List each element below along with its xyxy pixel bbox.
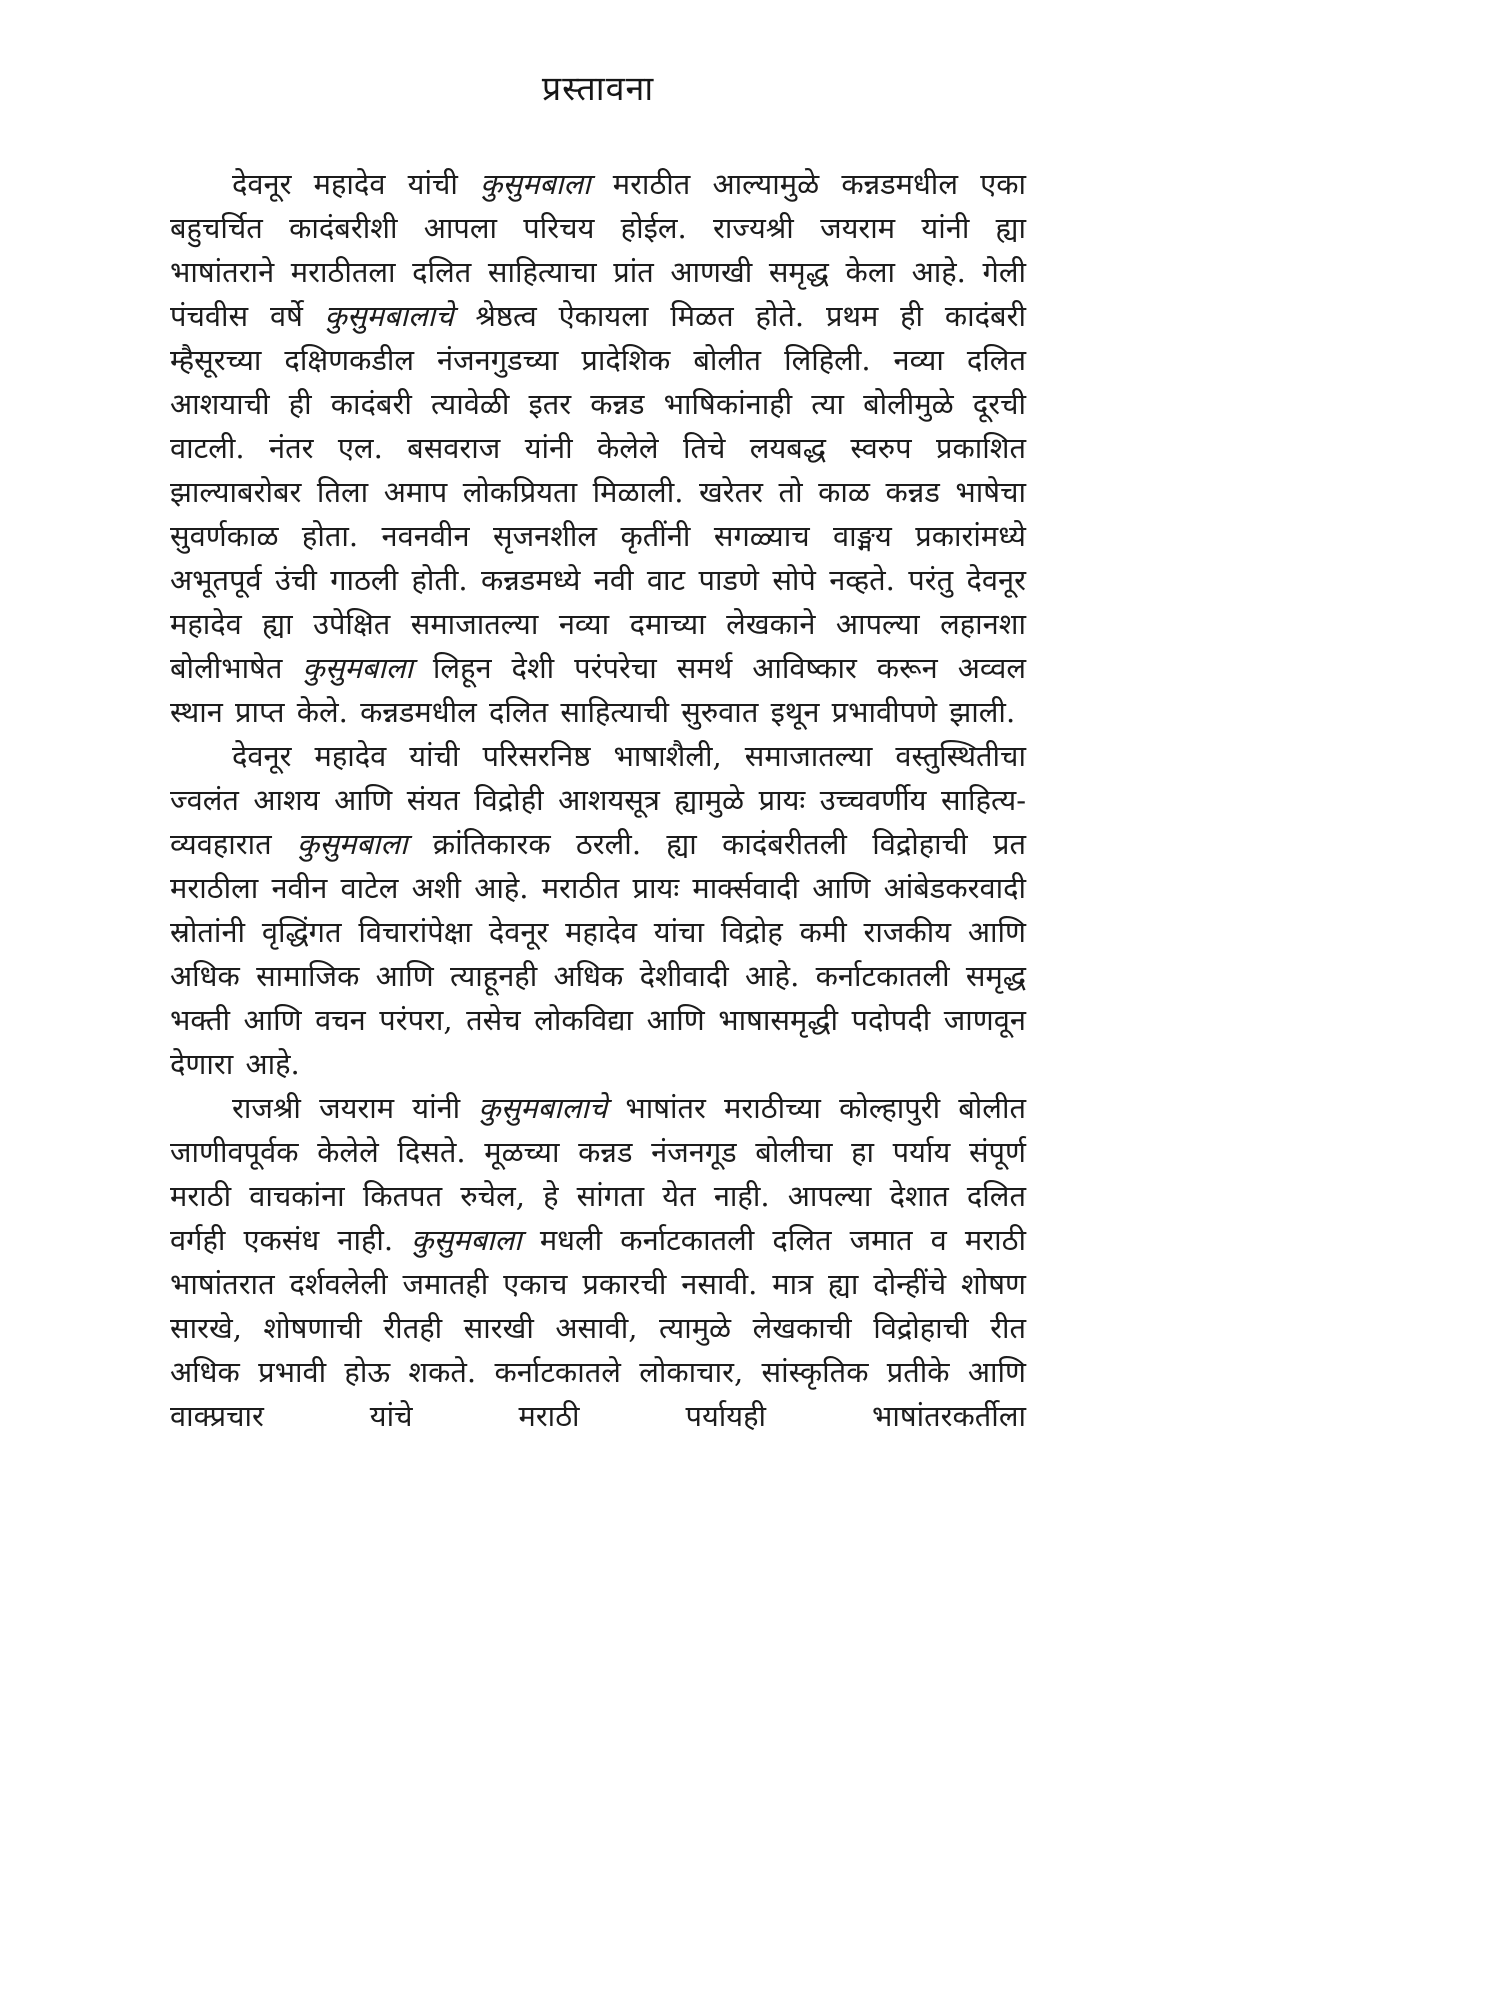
paragraph-3 <box>170 1086 1026 1438</box>
novel-title-italic: कुसुमबाला <box>302 651 413 685</box>
novel-title-italic: कुसुमबालाचे <box>324 299 454 333</box>
text-run: राजश्री जयराम यांनी <box>232 1091 479 1125</box>
text-run: मधली कर्नाटकातली दलित जमात व मराठी भाषांतरात दर्शवलेली जमातही एकाच प्रकारची नसावी. मात्र ह्या दोन्हींचे शोषण सारखे, शोषणाची रीतही सारखी असावी, त्यामुळे लेखकाची विद्रोहाची रीत अधिक प्रभावी होऊ शकते. कर्नाटकातले लोकाचार, सांस्कृतिक प्रतीके आणि वाक्प्रचार यांचे मराठी पर्यायही भाषांतरकर्तीला <box>170 1223 1027 1433</box>
novel-title-italic: कुसुमबाला <box>297 827 408 861</box>
text-run: मराठीत आल्यामुळे कन्नडमधील एका बहुचर्चित कादंबरीशी आपला परिचय होईल. राज्यश्री जयराम यांनी ह्या भाषांतराने मराठीतला दलित साहित्याचा प्रांत आणखी समृद्ध केला आहे. गेली पंचवीस वर्षे <box>170 167 1026 333</box>
paragraph-2 <box>170 734 1026 1086</box>
novel-title-italic: कुसुमबालाचे <box>478 1091 608 1125</box>
novel-title-italic: कुसुमबाला <box>411 1223 522 1257</box>
text-column <box>170 64 1026 1438</box>
text-run: देवनूर महादेव यांची <box>232 167 481 201</box>
page-title: प्रस्तावना <box>541 69 655 109</box>
text-run: लिहून देशी परंपरेचा समर्थ आविष्कार करून अव्वल स्थान प्राप्त केले. कन्नडमधील दलित साहित्याची सुरुवात इथून प्रभावीपणे झाली. <box>170 651 1026 729</box>
text-run: क्रांतिकारक ठरली. ह्या कादंबरीतली विद्रोहाची प्रत मराठीला नवीन वाटेल अशी आहे. मराठीत प्रायः मार्क्सवादी आणि आंबेडकरवादी स्रोतांनी वृद्धिंगत विचारांपेक्षा देवनूर महादेव यांचा विद्रोह कमी राजकीय आणि अधिक सामाजिक आणि त्याहूनही अधिक देशीवादी आहे. कर्नाटकातली समृद्ध भक्ती आणि वचन परंपरा, तसेच लोकविद्या आणि भाषासमृद्धी पदोपदी जाणवून देणारा आहे. <box>170 827 1026 1081</box>
paragraph-1 <box>170 162 1026 734</box>
novel-title-italic: कुसुमबाला <box>480 167 591 201</box>
text-run: भाषांतर मराठीच्या कोल्हापुरी बोलीत जाणीवपूर्वक केलेले दिसते. मूळच्या कन्नड नंजनगूड बोलीचा हा पर्याय संपूर्ण मराठी वाचकांना कितपत रुचेल, हे सांगता येत नाही. आपल्या देशात दलित वर्गही एकसंध नाही. <box>170 1091 1027 1257</box>
text-run: देवनूर महादेव यांची परिसरनिष्ठ भाषाशैली, समाजातल्या वस्तुस्थितीचा ज्वलंत आशय आणि संयत विद्रोही आशयसूत्र ह्यामुळे प्रायः उच्चवर्णीय साहित्य-व्यवहारात <box>170 739 1026 861</box>
text-run: श्रेष्ठत्व ऐकायला मिळत होते. प्रथम ही कादंबरी म्हैसूरच्या दक्षिणकडील नंजनगुडच्या प्रादेशिक बोलीत लिहिली. नव्या दलित आशयाची ही कादंबरी त्यावेळी इतर कन्नड भाषिकांनाही त्या बोलीमुळे दूरची वाटली. नंतर एल. बसवराज यांनी केलेले तिचे लयबद्ध स्वरुप प्रकाशित झाल्याबरोबर तिला अमाप लोकप्रियता मिळाली. खरेतर तो काळ कन्नड भाषेचा सुवर्णकाळ होता. नवनवीन सृजनशील कृतींनी सगळ्याच वाङ्मय प्रकारांमध्ये अभूतपूर्व उंची गाठली होती. कन्नडमध्ये नवी वाट पाडणे सोपे नव्हते. परंतु देवनूर महादेव ह्या उपेक्षित समाजातल्या नव्या दमाच्या लेखकाने आपल्या लहानशा बोलीभाषेत <box>170 299 1026 685</box>
